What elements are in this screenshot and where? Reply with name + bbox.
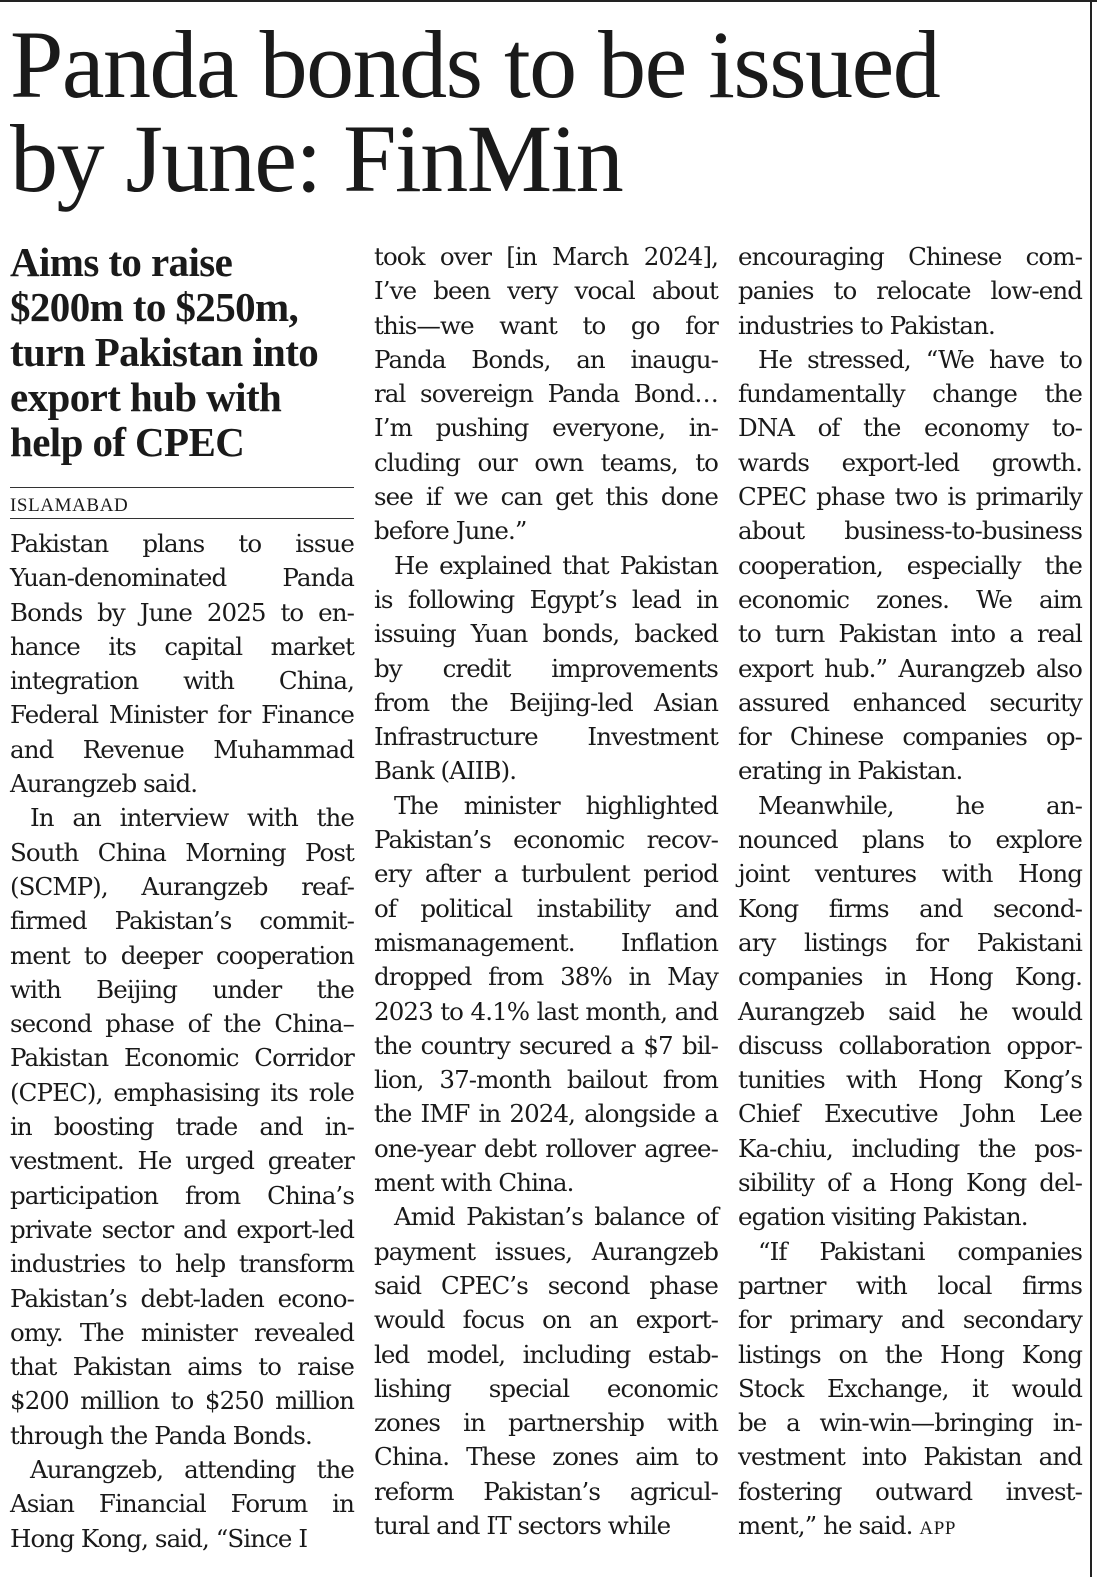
top-border-rule bbox=[0, 0, 1097, 2]
article-paragraph bbox=[10, 527, 354, 801]
text-line: CPEC phase two is primarily bbox=[738, 482, 1082, 512]
text-line: ery after a turbulent period bbox=[374, 859, 718, 889]
text-line: wards export-led growth. bbox=[738, 447, 1082, 477]
text-line: Bank (AIIB). bbox=[374, 756, 517, 786]
text-line: Yuan-denominated Panda bbox=[10, 563, 354, 593]
text-line: be a win-win—bringing in- bbox=[738, 1408, 1082, 1438]
text-line: export hub.” Aurangzeb also bbox=[738, 653, 1082, 683]
text-line: that Pakistan aims to raise bbox=[10, 1352, 354, 1382]
text-line: participation from China’s bbox=[10, 1180, 354, 1210]
text-line: ary listings for Pakistani bbox=[738, 927, 1082, 957]
text-line: economic zones. We aim bbox=[738, 584, 1082, 614]
text-line: Aurangzeb said he would bbox=[738, 996, 1082, 1026]
text-line: ral sovereign Panda Bond… bbox=[374, 379, 718, 409]
agency-credit: APP bbox=[919, 1517, 957, 1539]
text-line: Pakistan plans to issue bbox=[10, 529, 354, 558]
deck-line: turn Pakistan into bbox=[10, 329, 319, 375]
text-line: tunities with Hong Kong’s bbox=[738, 1065, 1082, 1095]
text-line: to turn Pakistan into a real bbox=[738, 619, 1082, 649]
text-line: Ka-chiu, including the pos- bbox=[738, 1133, 1082, 1163]
text-line: Hong Kong, said, “Since I bbox=[10, 1523, 308, 1553]
text-line: Stock Exchange, it would bbox=[738, 1373, 1082, 1403]
text-line: (CPEC), emphasising its role bbox=[10, 1077, 354, 1107]
text-line: Federal Minister for Finance bbox=[10, 700, 354, 730]
text-line: lishing special economic bbox=[374, 1373, 718, 1403]
text-line: $200 million to $250 million bbox=[10, 1386, 354, 1416]
text-line: in boosting trade and in- bbox=[10, 1112, 354, 1142]
text-line: led model, including estab- bbox=[374, 1339, 718, 1369]
text-line: through the Panda Bonds. bbox=[10, 1420, 312, 1450]
text-line: Infrastructure Investment bbox=[374, 722, 718, 752]
text-line: In an interview with the bbox=[30, 803, 354, 833]
text-line: I’ve been very vocal about bbox=[374, 276, 718, 306]
text-line: DNA of the economy to- bbox=[738, 413, 1082, 443]
text-line: encouraging Chinese com- bbox=[738, 242, 1082, 271]
text-line: is following Egypt’s lead in bbox=[374, 584, 718, 614]
text-line: Meanwhile, he an- bbox=[758, 790, 1082, 820]
text-line: Pakistan’s economic recov- bbox=[374, 825, 718, 855]
text-line: with Beijing under the bbox=[10, 974, 354, 1004]
text-line: sibility of a Hong Kong del- bbox=[738, 1168, 1082, 1198]
text-line: payment issues, Aurangzeb bbox=[374, 1236, 718, 1266]
article-paragraph bbox=[374, 549, 718, 789]
text-line: cooperation, especially the bbox=[738, 550, 1082, 580]
text-line: Aurangzeb said. bbox=[10, 769, 198, 799]
text-line: integration with China, bbox=[10, 666, 354, 696]
text-line: for primary and secondary bbox=[738, 1305, 1082, 1335]
text-line: He stressed, “We have to bbox=[758, 344, 1082, 374]
text-line: Bonds by June 2025 to en- bbox=[10, 597, 354, 627]
text-line bbox=[738, 1509, 1082, 1546]
subheadline-deck bbox=[10, 240, 354, 465]
text-line: of political instability and bbox=[374, 893, 718, 923]
text-line: second phase of the China– bbox=[10, 1009, 354, 1039]
text-line: and Revenue Muhammad bbox=[10, 734, 354, 764]
text-line: cluding our own teams, to bbox=[374, 447, 718, 477]
article-paragraph bbox=[10, 801, 354, 1453]
article-paragraph bbox=[374, 1200, 718, 1543]
text-line: industries to help transform bbox=[10, 1249, 354, 1279]
article-paragraph bbox=[374, 789, 718, 1201]
text-line: Kong firms and second- bbox=[738, 893, 1082, 923]
text-line: Pakistan Economic Corridor bbox=[10, 1043, 354, 1073]
article-paragraph bbox=[738, 240, 1082, 343]
text-line: Aurangzeb, attending the bbox=[30, 1455, 354, 1485]
text-line: for Chinese companies op- bbox=[738, 722, 1082, 752]
text-line: He explained that Pakistan bbox=[394, 550, 718, 580]
text-line: dropped from 38% in May bbox=[374, 962, 718, 992]
text-line: listings on the Hong Kong bbox=[738, 1339, 1082, 1369]
text-line: Panda Bonds, an inaugu- bbox=[374, 344, 718, 374]
article-paragraph bbox=[374, 240, 718, 549]
text-line: by credit improvements bbox=[374, 653, 718, 683]
text-line: would focus on an export- bbox=[374, 1305, 718, 1335]
text-line: omy. The minister revealed bbox=[10, 1317, 354, 1347]
article-paragraph bbox=[10, 1453, 354, 1556]
text-line: took over [in March 2024], bbox=[374, 242, 718, 271]
text-line: the country secured a $7 bil- bbox=[374, 1030, 718, 1060]
text-line: issuing Yuan bonds, backed bbox=[374, 619, 718, 649]
text-line: fostering outward invest- bbox=[738, 1476, 1082, 1506]
column-body bbox=[738, 240, 1082, 1546]
text-line: industries to Pakistan. bbox=[738, 310, 995, 340]
deck-line: export hub with bbox=[10, 374, 282, 420]
text-line: “If Pakistani companies bbox=[758, 1236, 1082, 1266]
article-paragraph bbox=[738, 1235, 1082, 1547]
text-line: (SCMP), Aurangzeb reaf- bbox=[10, 871, 354, 901]
text-line: hance its capital market bbox=[10, 631, 354, 661]
headline-line: by June: FinMin bbox=[10, 105, 623, 212]
text-line: companies in Hong Kong. bbox=[738, 962, 1082, 992]
text-line: vestment into Pakistan and bbox=[738, 1442, 1082, 1472]
text-line: lion, 37-month bailout from bbox=[374, 1065, 718, 1095]
text-line: see if we can get this done bbox=[374, 482, 718, 512]
text-line: fundamentally change the bbox=[738, 379, 1082, 409]
text-line: Pakistan’s debt-laden econo- bbox=[10, 1283, 354, 1313]
text-line: erating in Pakistan. bbox=[738, 756, 963, 786]
column-body bbox=[374, 240, 718, 1543]
text-line: panies to relocate low-end bbox=[738, 276, 1082, 306]
text-line: tural and IT sectors while bbox=[374, 1510, 671, 1540]
text-line: Asian Financial Forum in bbox=[10, 1489, 354, 1519]
text-line-content: ment,” he said. bbox=[738, 1510, 913, 1540]
text-line: egation visiting Pakistan. bbox=[738, 1202, 1028, 1232]
right-border-rule bbox=[1090, 0, 1092, 1577]
text-line: vestment. He urged greater bbox=[10, 1146, 354, 1176]
text-line: before June.” bbox=[374, 516, 527, 546]
text-line: this—we want to go for bbox=[374, 310, 718, 340]
article-column-3 bbox=[738, 240, 1082, 1546]
deck-line: $200m to $250m, bbox=[10, 284, 299, 330]
text-line: South China Morning Post bbox=[10, 837, 354, 867]
dateline-bar bbox=[10, 487, 354, 519]
text-line: discuss collaboration oppor- bbox=[738, 1030, 1082, 1060]
text-line: private sector and export-led bbox=[10, 1214, 354, 1244]
text-line: firmed Pakistan’s commit- bbox=[10, 906, 354, 936]
text-line: 2023 to 4.1% last month, and bbox=[374, 996, 718, 1026]
text-line: from the Beijing-led Asian bbox=[374, 687, 718, 717]
text-line: the IMF in 2024, alongside a bbox=[374, 1099, 718, 1129]
article-column-1 bbox=[10, 240, 354, 1556]
article-paragraph bbox=[738, 789, 1082, 1235]
text-line: partner with local firms bbox=[738, 1270, 1082, 1300]
text-line: I’m pushing everyone, in- bbox=[374, 413, 718, 443]
dateline: ISLAMABAD bbox=[10, 495, 129, 516]
text-line: The minister highlighted bbox=[394, 790, 718, 820]
text-line: ment with China. bbox=[374, 1168, 574, 1198]
deck-line: Aims to raise bbox=[10, 239, 233, 285]
text-line: nounced plans to explore bbox=[738, 825, 1082, 855]
text-line: ment to deeper cooperation bbox=[10, 940, 354, 970]
text-line: Amid Pakistan’s balance of bbox=[394, 1202, 718, 1232]
column-body bbox=[10, 527, 354, 1556]
text-line: said CPEC’s second phase bbox=[374, 1270, 718, 1300]
text-line: one-year debt rollover agree- bbox=[374, 1133, 718, 1163]
article-paragraph bbox=[738, 343, 1082, 789]
text-line: mismanagement. Inflation bbox=[374, 927, 718, 957]
deck-line: help of CPEC bbox=[10, 419, 245, 465]
text-line: zones in partnership with bbox=[374, 1408, 718, 1438]
text-line: reform Pakistan’s agricul- bbox=[374, 1476, 718, 1506]
headline bbox=[10, 11, 1080, 212]
text-line: joint ventures with Hong bbox=[738, 859, 1082, 889]
text-line: Chief Executive John Lee bbox=[738, 1099, 1082, 1129]
text-line: about business-to-business bbox=[738, 516, 1082, 546]
text-line: China. These zones aim to bbox=[374, 1442, 718, 1472]
article-column-2 bbox=[374, 240, 718, 1543]
text-line: assured enhanced security bbox=[738, 687, 1082, 717]
headline-line: Panda bonds to be issued bbox=[10, 11, 940, 118]
